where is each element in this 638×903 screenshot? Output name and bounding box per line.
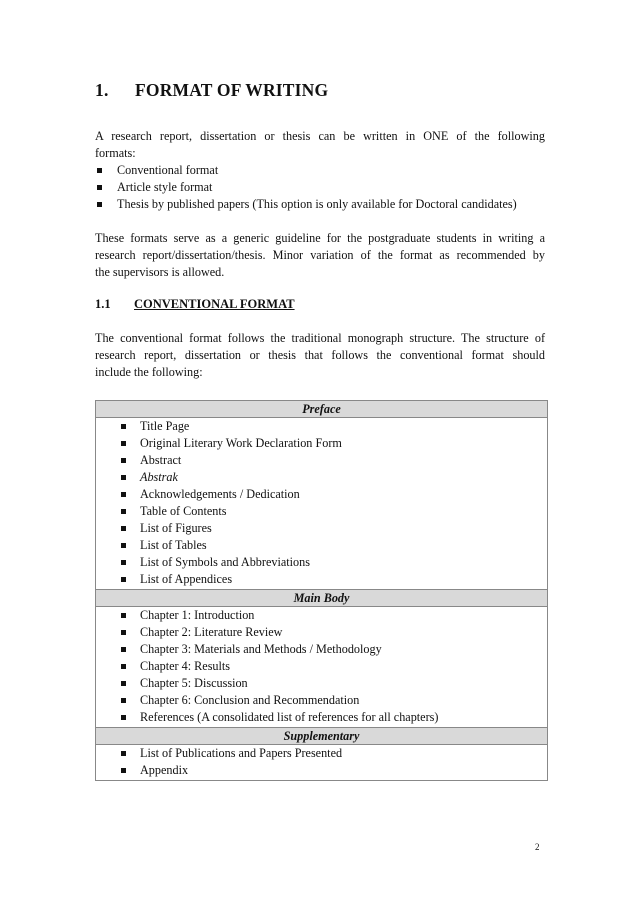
supplementary-list bbox=[96, 745, 547, 780]
list-item: Conventional format bbox=[95, 162, 545, 179]
list-item: Appendix bbox=[96, 762, 547, 779]
subsection-number: 1.1 bbox=[95, 297, 111, 311]
paragraph-line: the supervisors is allowed. bbox=[95, 265, 225, 279]
list-item: List of Publications and Papers Presented bbox=[96, 745, 547, 762]
preface-header-row bbox=[96, 401, 548, 418]
list-item: List of Figures bbox=[96, 520, 547, 537]
intro-paragraph bbox=[95, 128, 545, 162]
supplementary-header-row bbox=[96, 728, 548, 745]
main-body-row bbox=[96, 607, 548, 728]
list-item: List of Tables bbox=[96, 537, 547, 554]
section-heading bbox=[95, 80, 328, 101]
page-number: 2 bbox=[535, 842, 540, 852]
format-list bbox=[95, 162, 545, 213]
list-item: Title Page bbox=[96, 418, 547, 435]
supplementary-body-row bbox=[96, 745, 548, 781]
list-item: References (A consolidated list of references for all chapters) bbox=[96, 709, 547, 726]
list-item: Chapter 3: Materials and Methods / Methodology bbox=[96, 641, 547, 658]
list-item-text: Abstrak bbox=[140, 470, 178, 484]
list-item: Chapter 5: Discussion bbox=[96, 675, 547, 692]
section-number: 1. bbox=[95, 80, 109, 100]
subsection-title: CONVENTIONAL FORMAT bbox=[134, 297, 295, 311]
paragraph-line: These formats serve as a generic guideline for the postgraduate students in writing a bbox=[95, 231, 545, 245]
structure-table bbox=[95, 400, 548, 781]
paragraph-line: research report, dissertation or thesis that follows the conventional format should bbox=[95, 348, 545, 362]
preface-list bbox=[96, 418, 547, 589]
list-item: Article style format bbox=[95, 179, 545, 196]
main-body-list bbox=[96, 607, 547, 727]
list-item: Table of Contents bbox=[96, 503, 547, 520]
paragraph-line: A research report, dissertation or thesis can be written in ONE of the following bbox=[95, 129, 545, 143]
main-body-header: Main Body bbox=[96, 590, 548, 607]
list-item: Abstract bbox=[96, 452, 547, 469]
subsection-heading bbox=[95, 297, 295, 312]
preface-body-row bbox=[96, 418, 548, 590]
paragraph-line: research report/dissertation/thesis. Minor variation of the format as recommended by bbox=[95, 248, 545, 262]
list-item: Thesis by published papers (This option is only available for Doctoral candidates) bbox=[95, 196, 545, 213]
main-body-header-row bbox=[96, 590, 548, 607]
list-item bbox=[96, 469, 547, 486]
list-item: Acknowledgements / Dedication bbox=[96, 486, 547, 503]
supplementary-header: Supplementary bbox=[96, 728, 548, 745]
list-item: Chapter 4: Results bbox=[96, 658, 547, 675]
paragraph-line: include the following: bbox=[95, 365, 203, 379]
paragraph-line: formats: bbox=[95, 146, 136, 160]
guideline-paragraph bbox=[95, 230, 545, 281]
list-item: Original Literary Work Declaration Form bbox=[96, 435, 547, 452]
list-item: List of Appendices bbox=[96, 571, 547, 588]
list-item: Chapter 6: Conclusion and Recommendation bbox=[96, 692, 547, 709]
section-title: FORMAT OF WRITING bbox=[135, 80, 329, 100]
conventional-paragraph bbox=[95, 330, 545, 381]
list-item: Chapter 1: Introduction bbox=[96, 607, 547, 624]
list-item: Chapter 2: Literature Review bbox=[96, 624, 547, 641]
preface-header: Preface bbox=[96, 401, 548, 418]
list-item: List of Symbols and Abbreviations bbox=[96, 554, 547, 571]
paragraph-line: The conventional format follows the traditional monograph structure. The structure of bbox=[95, 331, 545, 345]
